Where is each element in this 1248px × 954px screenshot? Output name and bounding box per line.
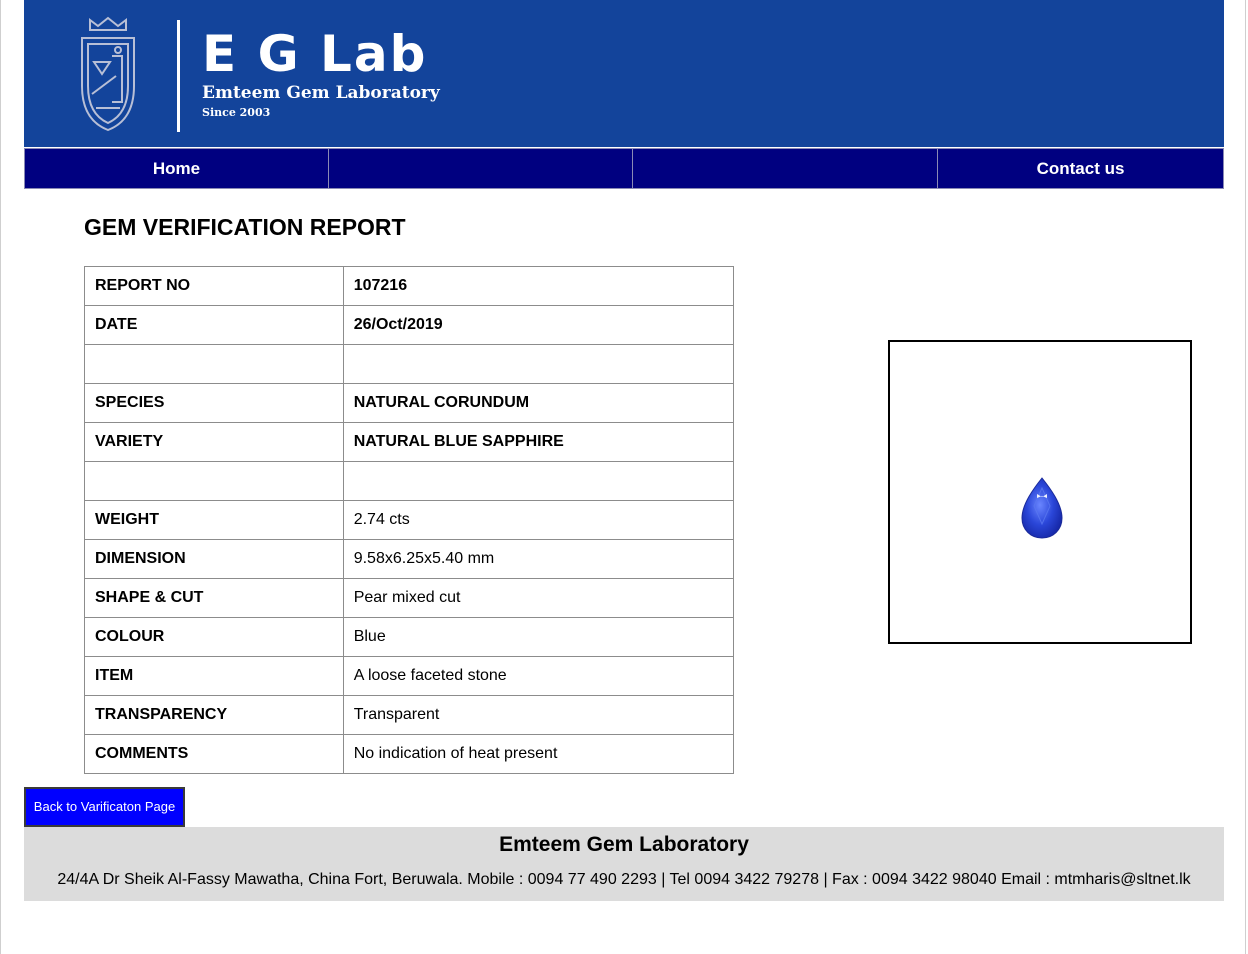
- nav-item-contact[interactable]: Contact us: [1036, 159, 1125, 178]
- page-left-border: [0, 0, 1, 954]
- logo-since: Since 2003: [202, 106, 271, 119]
- table-row: [85, 462, 734, 501]
- row-label: ITEM: [85, 657, 344, 696]
- page-right-border: [1245, 0, 1246, 954]
- table-row: [85, 267, 734, 306]
- table-row: [85, 540, 734, 579]
- table-row: [85, 501, 734, 540]
- table-row: [85, 735, 734, 774]
- row-value: 2.74 cts: [343, 501, 733, 540]
- row-value: Blue: [343, 618, 733, 657]
- report-table: [84, 266, 734, 774]
- table-row: [85, 696, 734, 735]
- row-label: TRANSPARENCY: [85, 696, 344, 735]
- table-row: [85, 618, 734, 657]
- nav-item-home[interactable]: Home: [25, 149, 329, 188]
- back-to-verification-button[interactable]: Back to Varificaton Page: [24, 787, 185, 827]
- main-nav: [24, 148, 1224, 189]
- row-label: REPORT NO: [85, 267, 344, 306]
- row-label: DATE: [85, 306, 344, 345]
- page-title: GEM VERIFICATION REPORT: [84, 214, 406, 240]
- logo-wordmark: E G Lab: [202, 25, 428, 83]
- row-value: 26/Oct/2019: [343, 306, 733, 345]
- site-footer: [24, 827, 1224, 901]
- footer-address: 24/4A Dr Sheik Al-Fassy Mawatha, China Fort, Beruwala. Mobile : 0094 77 490 2293 | Tel 0094 3422 79278 | Fax : 0094 3422 98040 Email : mtmharis@sltnet.lk: [57, 871, 1191, 888]
- blue-pear-sapphire-image: [1020, 476, 1064, 540]
- row-value: Transparent: [343, 696, 733, 735]
- lab-crest-logo-icon: [76, 16, 140, 134]
- row-label: SPECIES: [85, 384, 344, 423]
- row-label: COLOUR: [85, 618, 344, 657]
- row-label: VARIETY: [85, 423, 344, 462]
- nav-item-blank-2[interactable]: [633, 149, 938, 188]
- logo-subtitle: Emteem Gem Laboratory: [202, 83, 440, 103]
- row-value: 9.58x6.25x5.40 mm: [343, 540, 733, 579]
- table-row: [85, 306, 734, 345]
- table-row: [85, 345, 734, 384]
- row-value: NATURAL BLUE SAPPHIRE: [343, 423, 733, 462]
- row-label: SHAPE & CUT: [85, 579, 344, 618]
- site-header: [24, 0, 1224, 147]
- row-label: [85, 345, 344, 384]
- row-value: A loose faceted stone: [343, 657, 733, 696]
- table-row: [85, 579, 734, 618]
- logo-divider: [177, 20, 180, 132]
- table-row: [85, 384, 734, 423]
- row-value: 107216: [343, 267, 733, 306]
- row-value: [343, 462, 733, 501]
- table-row: [85, 657, 734, 696]
- row-label: DIMENSION: [85, 540, 344, 579]
- row-value: Pear mixed cut: [343, 579, 733, 618]
- nav-item-blank-1[interactable]: [329, 149, 633, 188]
- row-value: NATURAL CORUNDUM: [343, 384, 733, 423]
- row-label: [85, 462, 344, 501]
- footer-title: Emteem Gem Laboratory: [499, 833, 749, 856]
- row-value: [343, 345, 733, 384]
- row-label: WEIGHT: [85, 501, 344, 540]
- row-label: COMMENTS: [85, 735, 344, 774]
- row-value: No indication of heat present: [343, 735, 733, 774]
- gem-image-frame: [888, 340, 1192, 644]
- table-row: [85, 423, 734, 462]
